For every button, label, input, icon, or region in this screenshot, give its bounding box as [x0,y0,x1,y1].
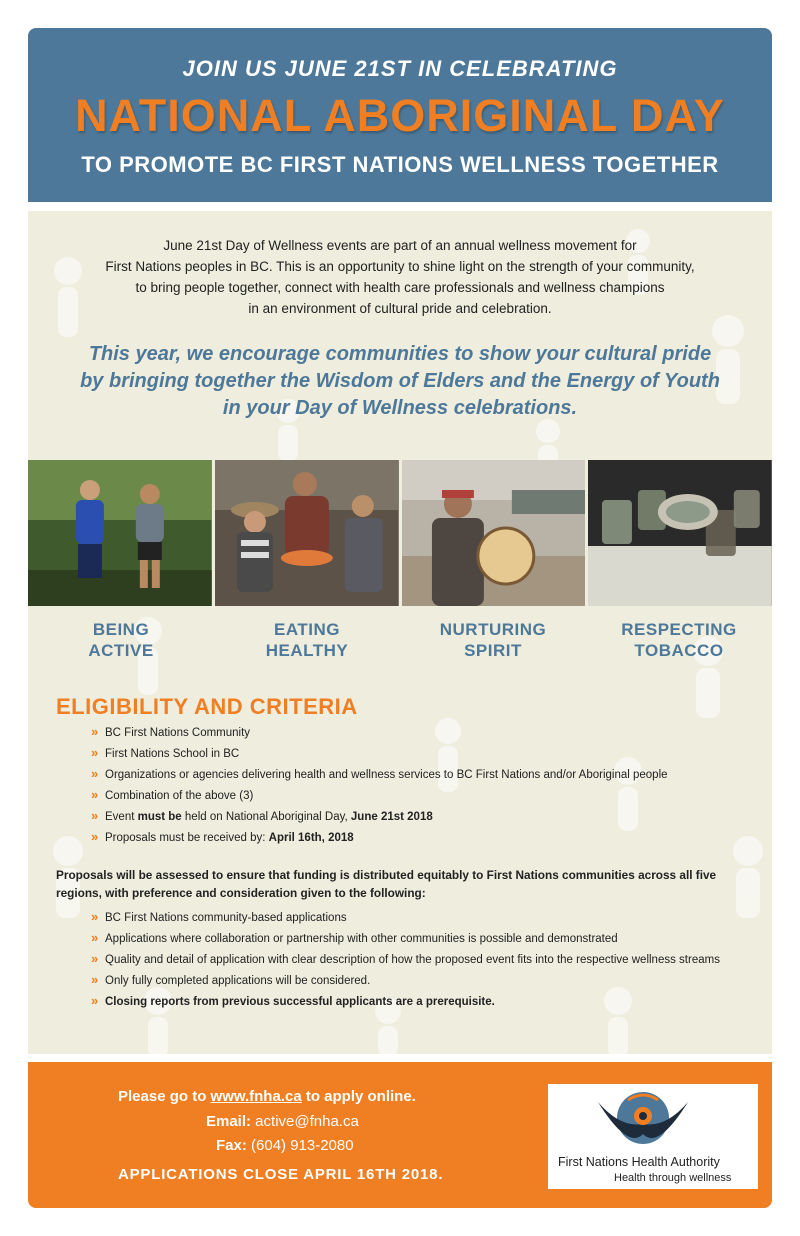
chevron-right-icon: » [91,808,99,823]
chevron-right-icon: » [91,745,99,760]
logo-tagline: Health through wellness [614,1172,732,1184]
eligibility-list [91,726,751,852]
fnha-website-link[interactable]: www.fnha.ca [210,1088,302,1105]
intro-paragraph [28,235,772,319]
list-item: » Event must be held on National Aboriginal Day, June 21st 2018 [91,808,433,823]
photo-being-active [28,460,212,606]
list-item: » Applications where collaboration or partnership with other communities is possible and demonstrated [91,930,618,945]
pillar-captions [28,619,772,661]
photo-strip [28,460,772,606]
list-item: » Quality and detail of application with clear description of how the proposed event fits into the respective wellness streams [91,951,720,966]
header-banner [28,28,772,202]
header-title: NATIONAL ABORIGINAL DAY [75,90,725,141]
intro-line: First Nations peoples in BC. This is an opportunity to shine light on the strength of your community, [105,259,695,274]
intro-line: June 21st Day of Wellness events are part of an annual wellness movement for [163,238,637,253]
list-item: » Closing reports from previous successful applicants are a prerequisite. [91,993,495,1008]
list-item: » Only fully completed applications will be considered. [91,972,371,987]
list-item: » Organizations or agencies delivering health and wellness services to BC First Nations and/or Aboriginal people [91,766,668,781]
caption-line: BEING [92,620,150,639]
photo-eating-healthy [215,460,399,606]
caption-line: NURTURING [439,620,547,639]
caption-nurturing-spirit [400,619,586,661]
email-address[interactable]: active@fnha.ca [251,1113,359,1130]
fnha-emblem-icon [588,1088,718,1154]
highlight-line: This year, we encourage communities to show your cultural pride [88,343,712,365]
header-subtitle: TO PROMOTE BC FIRST NATIONS WELLNESS TOGETHER [81,152,719,177]
caption-line: TOBACCO [634,641,724,660]
logo-org-name: First Nations Health Authority [558,1155,720,1169]
chevron-right-icon: » [91,766,99,781]
list-item: » BC First Nations Community [91,724,251,739]
applications-close-notice: APPLICATIONS CLOSE APRIL 16TH 2018. [118,1166,444,1183]
list-item: » First Nations School in BC [91,745,240,760]
photo-respecting-tobacco [588,460,772,606]
caption-line: RESPECTING [621,620,737,639]
caption-line: SPIRIT [464,641,522,660]
caption-line: ACTIVE [88,641,154,660]
intro-line: to bring people together, connect with health care professionals and wellness champions [135,280,665,295]
highlight-line: by bringing together the Wisdom of Elders and the Energy of Youth [80,370,720,392]
chevron-right-icon: » [91,787,99,802]
caption-line: EATING [274,620,340,639]
fnha-logo [548,1084,758,1189]
caption-being-active [28,619,214,661]
fax-number: (604) 913-2080 [246,1137,354,1154]
caption-line: HEALTHY [265,641,349,660]
list-item: » Proposals must be received by: April 16th, 2018 [91,829,354,844]
header-kicker: JOIN US JUNE 21ST IN CELEBRATING [182,56,618,81]
caption-respecting-tobacco [586,619,772,661]
caption-eating-healthy [214,619,400,661]
list-item: » Combination of the above (3) [91,787,254,802]
chevron-right-icon: » [91,930,99,945]
assessment-intro: Proposals will be assessed to ensure that funding is distributed equitably to First Nations communities across all five regions, with preference and consideration given to the following: [56,868,717,900]
chevron-right-icon: » [91,829,99,844]
content-panel [28,211,772,1054]
fax-line: Fax: (604) 913-2080 [216,1137,354,1154]
email-line: Email: active@fnha.ca [206,1113,359,1130]
highlight-line: in your Day of Wellness celebrations. [222,397,578,419]
assessment-list [91,911,751,1016]
chevron-right-icon: » [91,972,99,987]
intro-line: in an environment of cultural pride and celebration. [248,301,552,316]
highlight-statement [28,341,772,422]
eligibility-heading: ELIGIBILITY AND CRITERIA [56,694,358,719]
list-item: » BC First Nations community-based applications [91,909,347,924]
chevron-right-icon: » [91,909,99,924]
footer-banner [28,1062,772,1208]
photo-nurturing-spirit [402,460,586,606]
chevron-right-icon: » [91,724,99,739]
chevron-right-icon: » [91,993,99,1008]
apply-online-line: Please go to www.fnha.ca to apply online. [118,1088,416,1105]
chevron-right-icon: » [91,951,99,966]
